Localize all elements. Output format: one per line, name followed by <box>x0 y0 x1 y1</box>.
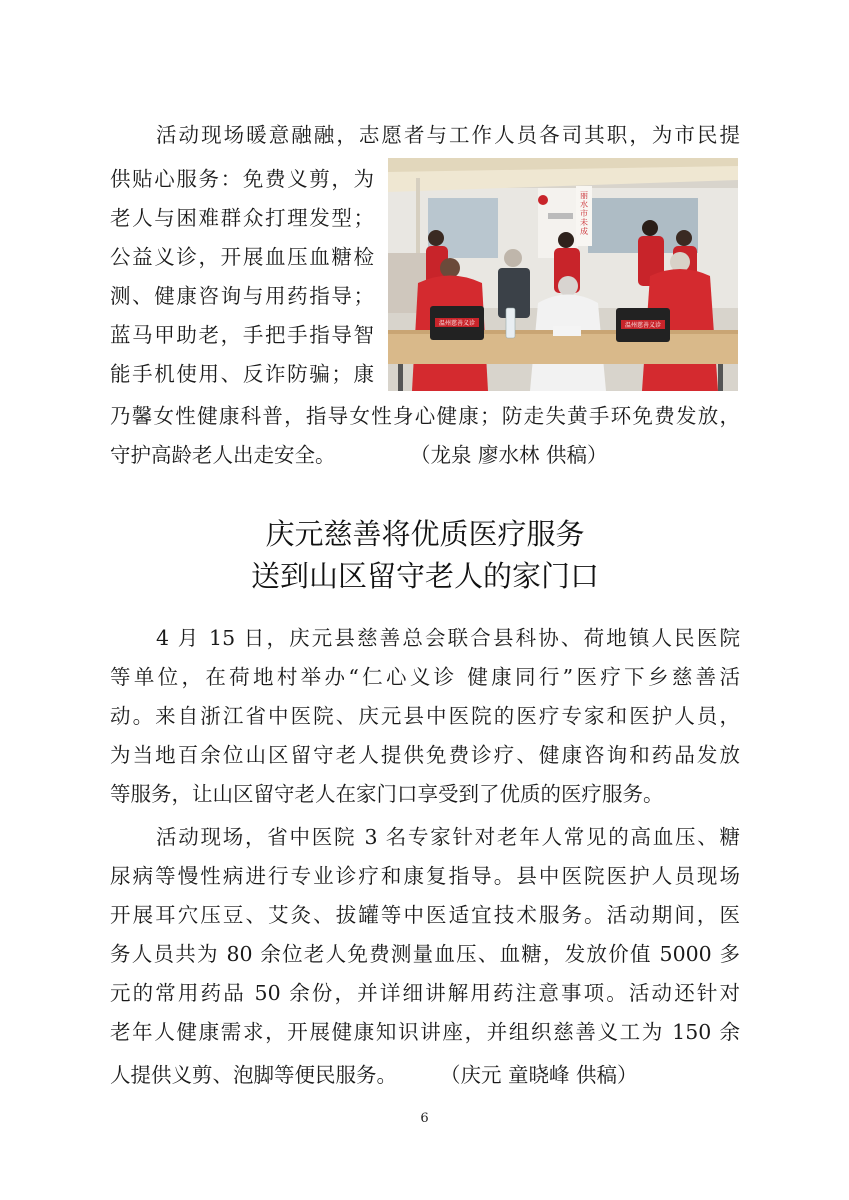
event-photo <box>388 158 738 391</box>
box-label-left: 温州慈善义诊 <box>438 320 476 327</box>
article2-line-5: 等服务，让山区留守老人在家门口享受到了优质的医疗服务。 <box>110 782 664 806</box>
article2-line-11: 老年人健康需求，开展健康知识讲座，并组织慈善义工为 150 余 <box>110 1020 740 1044</box>
article1-line-4: 公益义诊，开展血压血糖检 <box>110 245 374 269</box>
article1-line-7: 能手机使用、反诈防骗；康 <box>110 362 374 386</box>
headline-line-1: 庆元慈善将优质医疗服务 <box>265 517 585 551</box>
article2-line-4: 为当地百余位山区留守老人提供免费诊疗、健康咨询和药品发放 <box>110 743 740 767</box>
page-number: 6 <box>420 1111 429 1126</box>
article1-line-9: 守护高龄老人出走安全。 <box>110 443 336 467</box>
banner-text: 丽水市未成 <box>580 191 588 236</box>
article1-line-3: 老人与困难群众打理发型； <box>110 206 374 230</box>
event-photo-illustration <box>388 158 738 391</box>
article1-line-8: 乃馨女性健康科普，指导女性身心健康；防走失黄手环免费发放， <box>110 404 740 428</box>
box-label-right: 温州慈善义诊 <box>624 322 662 329</box>
article2-line-7: 尿病等慢性病进行专业诊疗和康复指导。县中医院医护人员现场 <box>110 864 740 888</box>
article2-line-3: 动。来自浙江省中医院、庆元县中医院的医疗专家和医护人员， <box>110 704 740 728</box>
article2-line-8: 开展耳穴压豆、艾灸、拔罐等中医适宜技术服务。活动期间，医 <box>110 903 740 927</box>
article2-credit: （庆元 童晓峰 供稿） <box>440 1063 638 1087</box>
article1-line-2: 供贴心服务：免费义剪，为 <box>110 167 374 191</box>
headline-line-2: 送到山区留守老人的家门口 <box>250 559 599 593</box>
article1-credit: （龙泉 廖水林 供稿） <box>410 443 608 467</box>
article2-line-10: 元的常用药品 50 余份，并详细讲解用药注意事项。活动还针对 <box>110 981 740 1005</box>
article2-line-2: 等单位，在荷地村举办“仁心义诊 健康同行”医疗下乡慈善活 <box>110 665 740 689</box>
article2-line-12: 人提供义剪、泡脚等便民服务。 <box>110 1063 397 1087</box>
article1-line-5: 测、健康咨询与用药指导； <box>110 284 374 308</box>
article2-line-1: 4 月 15 日，庆元县慈善总会联合县科协、荷地镇人民医院 <box>156 626 740 650</box>
article1-line-1: 活动现场暖意融融，志愿者与工作人员各司其职，为市民提 <box>156 123 740 147</box>
article1-line-6: 蓝马甲助老，手把手指导智 <box>110 323 374 347</box>
article2-line-6: 活动现场，省中医院 3 名专家针对老年人常见的高血压、糖 <box>156 825 740 849</box>
article2-line-9: 务人员共为 80 余位老人免费测量血压、血糖，发放价值 5000 多 <box>110 942 740 966</box>
